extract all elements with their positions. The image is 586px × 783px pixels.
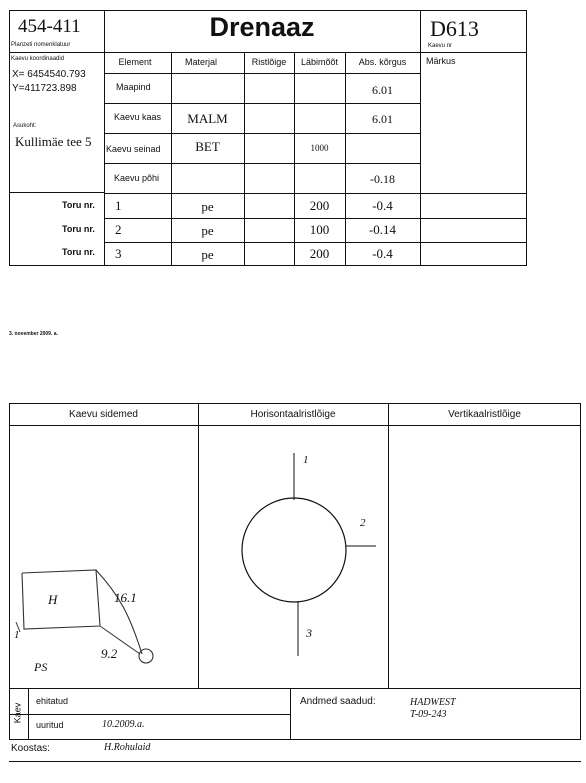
abs-value: 6.01 [372,83,393,97]
material-value: MALM [187,111,228,126]
location-value: Kullimäe tee 5 [15,134,92,149]
pipe-mark-bottom: 3 [306,626,312,640]
pipe-label: Toru nr. [62,200,95,210]
checked-value: 10.2009.a. [102,719,145,730]
row-line [104,103,420,104]
diameter-value: 1000 [310,143,329,153]
sketch-ps-label: PS [34,660,48,674]
pipe-material: pe [201,199,214,214]
footer-line [9,714,290,715]
sketch-one-label: 1 [14,629,20,641]
well-side-label: Kaev [12,702,23,724]
divider [9,192,104,193]
pipe-diameter: 200 [309,198,330,213]
row-line [104,133,420,134]
connection-curve [96,570,142,654]
pipe-material: pe [201,247,214,262]
sketch-length-1: 16.1 [114,590,137,605]
well-number: D613 [430,16,479,41]
checked-label: uuritud [36,720,64,730]
row-line [104,163,420,164]
element-label: Kaevu seinad [106,144,161,154]
pipe-mark-right: 2 [360,517,366,529]
sketch-h-label: H [48,592,58,607]
pipe-abs: -0.4 [372,246,393,261]
author-value: H.Rohulaid [104,742,151,753]
pipe-diameter: 100 [309,222,330,237]
column-header: Abs. kõrgus [358,57,407,67]
abs-value: 6.01 [372,112,393,126]
remarks-label: Märkus [426,56,456,66]
horizontal-section-title: Horisontaalristlõige [250,409,336,420]
footer-divider [28,689,29,739]
building-outline [22,570,100,629]
x-coordinate: X= 6454540.793 [12,69,86,80]
page-title: Drenaaz [209,12,315,42]
abs-value: -0.18 [370,172,395,186]
author-label: Koostas: [11,743,50,754]
diagram-divider [388,403,389,689]
well-number-label: Kaevu nr [428,43,453,49]
vertical-section-title: Vertikaalristlõige [448,409,521,420]
footer-line [9,739,581,740]
material-value: BET [195,139,220,154]
footer-line [9,761,581,762]
pipe-material: pe [201,223,214,238]
row-line [104,218,527,219]
row-line [104,73,420,74]
column-header: Ristlõige [251,57,287,67]
element-label: Maapind [116,82,151,92]
pipe-abs: -0.14 [368,222,397,237]
data-from-code: T-09-243 [410,709,447,720]
well-symbol [139,649,153,663]
divider [420,10,421,266]
pipe-abs: -0.4 [372,198,393,213]
horizontal-section-drawing [198,426,388,688]
data-from-label: Andmed saadud: [300,696,376,707]
element-label: Kaevu põhi [114,173,160,183]
data-from-value: HADWEST [410,697,456,708]
column-header: Element [118,57,152,67]
date-note: 3. november 2009. a. [9,331,58,337]
sketch-length-2: 9.2 [101,646,118,661]
divider [9,52,10,192]
nomenclature-number: 454-411 [18,16,81,37]
footer-divider [580,689,581,739]
column-header: Materjal [184,57,217,67]
pipe-number: 1 [115,198,122,213]
pipe-diameter: 200 [309,246,330,261]
row-line [104,242,527,243]
pipe-number: 3 [115,246,122,261]
column-header: Läbimõõt [300,57,339,67]
header-divider [9,52,527,53]
pipe-label: Toru nr. [62,247,95,257]
coords-label: Kaevu koordinaadid [11,56,65,62]
footer-divider [9,689,10,739]
y-coordinate: Y=411723.898 [12,83,77,94]
well-circle [242,498,346,602]
connections-title: Kaevu sidemed [69,409,138,420]
divider [104,10,105,266]
location-label: Asukoht: [13,123,37,129]
row-line [104,193,527,194]
nomenclature-label: Planzeti nomenklatuur [11,42,71,48]
col-line [244,52,245,266]
pipe-number: 2 [115,222,122,237]
footer-divider [290,689,291,739]
pipe-label: Toru nr. [62,224,95,234]
element-label: Kaevu kaas [114,112,162,122]
built-label: ehitatud [36,696,69,706]
pipe-mark-top: 1 [303,454,309,466]
